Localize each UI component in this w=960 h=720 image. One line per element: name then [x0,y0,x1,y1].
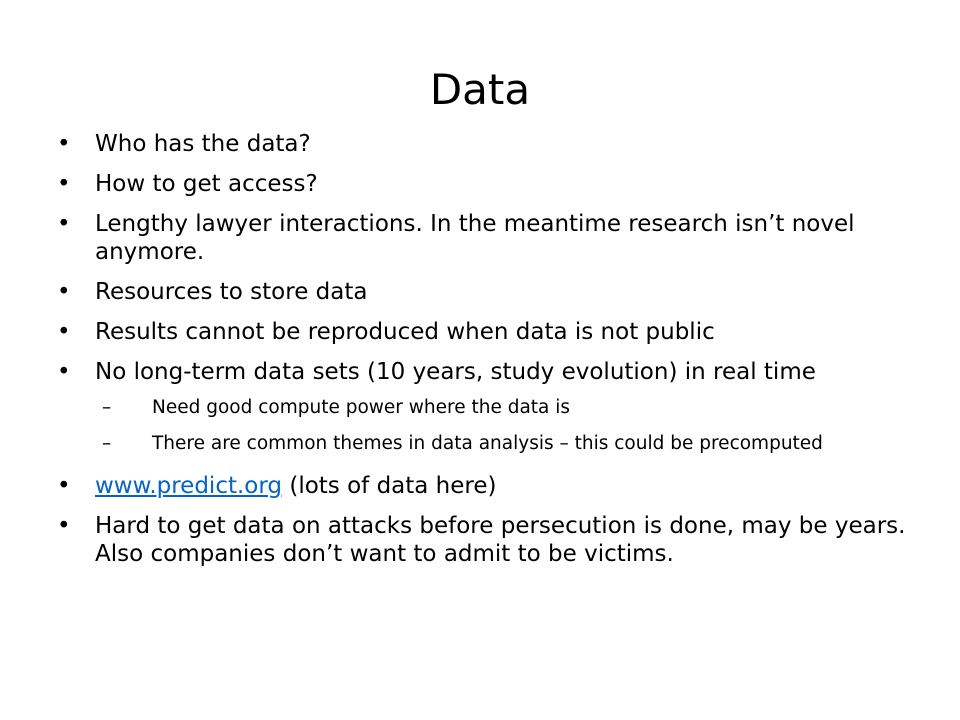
bullet-item: • Lengthy lawyer interactions. In the meantime research isn’t novel anymore. [57,210,917,266]
bullet-item: • Resources to store data [57,278,917,306]
predict-link[interactable]: www.predict.org [95,473,283,499]
sub-bullet-item: – Need good compute power where the data is [57,396,917,420]
link-suffix: (lots of data here) [282,473,497,499]
bullet-list [57,130,917,580]
bullet-item: • Hard to get data on attacks before persecution is done, may be years. Also companies don’t want to admit to be victims. [57,512,917,568]
bullet-item: • No long-term data sets (10 years, study evolution) in real time [57,358,917,386]
bullet-item: • How to get access? [57,170,917,198]
bullet-item-link [57,472,917,500]
bullet-item: • Who has the data? [57,130,917,158]
sub-bullet-list [57,396,917,456]
bullet-item: • Results cannot be reproduced when data is not public [57,318,917,346]
slide-title: Data [429,65,531,114]
sub-bullet-item: – There are common themes in data analysis – this could be precomputed [57,432,917,456]
